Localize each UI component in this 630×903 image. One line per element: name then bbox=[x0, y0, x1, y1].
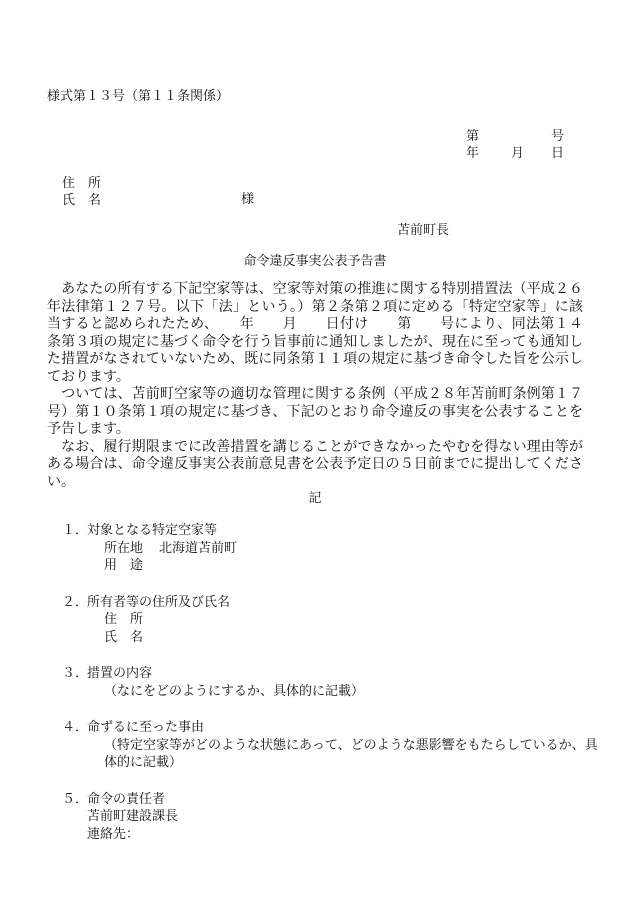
date-nen: 年 bbox=[466, 146, 480, 161]
body-paragraph-2: ついては、苫前町空家等の適切な管理に関する条例（平成２８年苫前町条例第１７号）第１０条第１項の規定に基づき、下記のとおり命令違反の事実を公表することを予告します。 bbox=[47, 386, 583, 437]
item-title: 命令の責任者 bbox=[87, 791, 166, 807]
item-note: （なにをどのようにするか、具体的に記載） bbox=[104, 683, 365, 699]
contact-info: 連絡先： bbox=[87, 826, 140, 842]
item-title: 措置の内容 bbox=[87, 666, 153, 681]
item-5 bbox=[62, 791, 602, 844]
document-number-line bbox=[466, 128, 566, 145]
form-number: 様式第１３号（第１１条関係） bbox=[47, 89, 230, 104]
doc-number-dai: 第 bbox=[466, 129, 480, 144]
body-paragraph-1: あなたの所有する下記空家等は、空家等対策の推進に関する特別措置法（平成２６年法律第１２７号。以下「法」という。）第２条第２項に定める「特定空家等」に該当すると認められたため、 年 月 日付け 第 号により、同法第１４条第３項の規定に基づく命令を行う旨事前に通知しましたが、現在に至っても通知した措置がなされていないため、既に同条第１１項の規定に基づき命令した旨を公示しております。 bbox=[47, 281, 583, 385]
document-title: 命令違反事実公表予告書 bbox=[243, 254, 387, 269]
item-number: ４． bbox=[62, 720, 89, 735]
item-number: １． bbox=[62, 523, 89, 538]
recipient-block bbox=[62, 175, 262, 209]
item-title: 命ずるに至った事由 bbox=[87, 720, 205, 735]
item-line-key: 氏 名 bbox=[104, 629, 144, 645]
body-paragraph-3: なお、履行期限までに改善措置を講じることができなかったやむを得ない理由等がある場合は、命令違反事実公表前意見書を公表予定日の５日前までに提出してください。 bbox=[47, 438, 583, 490]
item-3 bbox=[62, 665, 602, 700]
item-line bbox=[62, 540, 602, 558]
date-tsuki: 月 bbox=[511, 146, 525, 161]
item-number: ３． bbox=[62, 666, 89, 681]
doc-number-go: 号 bbox=[551, 129, 565, 144]
sender: 苫前町長 bbox=[397, 223, 450, 238]
item-number: ２． bbox=[62, 594, 89, 610]
responsible-person: 苫前町建設課長 bbox=[87, 809, 179, 824]
item-line-key: 所在地 bbox=[104, 540, 144, 556]
item-2 bbox=[62, 594, 602, 647]
item-line bbox=[62, 557, 602, 575]
item-title: 対象となる特定空家等 bbox=[87, 523, 218, 538]
date-line bbox=[466, 145, 566, 162]
item-1 bbox=[62, 522, 602, 575]
item-number: ５． bbox=[62, 791, 89, 807]
ki-heading: 記 bbox=[308, 491, 322, 506]
item-note: （特定空家等がどのような状態にあって、どのような悪影響をもたらしているか、具体的に記載） bbox=[104, 737, 598, 770]
item-line bbox=[62, 629, 602, 647]
recipient-name-label: 氏 名 bbox=[62, 193, 102, 208]
item-line-key: 用 途 bbox=[104, 558, 144, 573]
honorific: 様 bbox=[241, 192, 255, 207]
recipient-address-row bbox=[62, 175, 262, 192]
body-text bbox=[47, 281, 583, 491]
date-hi: 日 bbox=[551, 146, 565, 161]
item-line-value: 北海道苫前町 bbox=[159, 540, 238, 556]
item-list bbox=[62, 522, 602, 862]
item-4 bbox=[62, 719, 602, 772]
item-line-key: 住 所 bbox=[104, 612, 144, 627]
recipient-name-row bbox=[62, 192, 262, 209]
item-title: 所有者等の住所及び氏名 bbox=[87, 594, 231, 610]
recipient-address-label: 住 所 bbox=[62, 176, 102, 191]
item-line bbox=[62, 611, 602, 629]
document-number-date bbox=[466, 128, 566, 162]
